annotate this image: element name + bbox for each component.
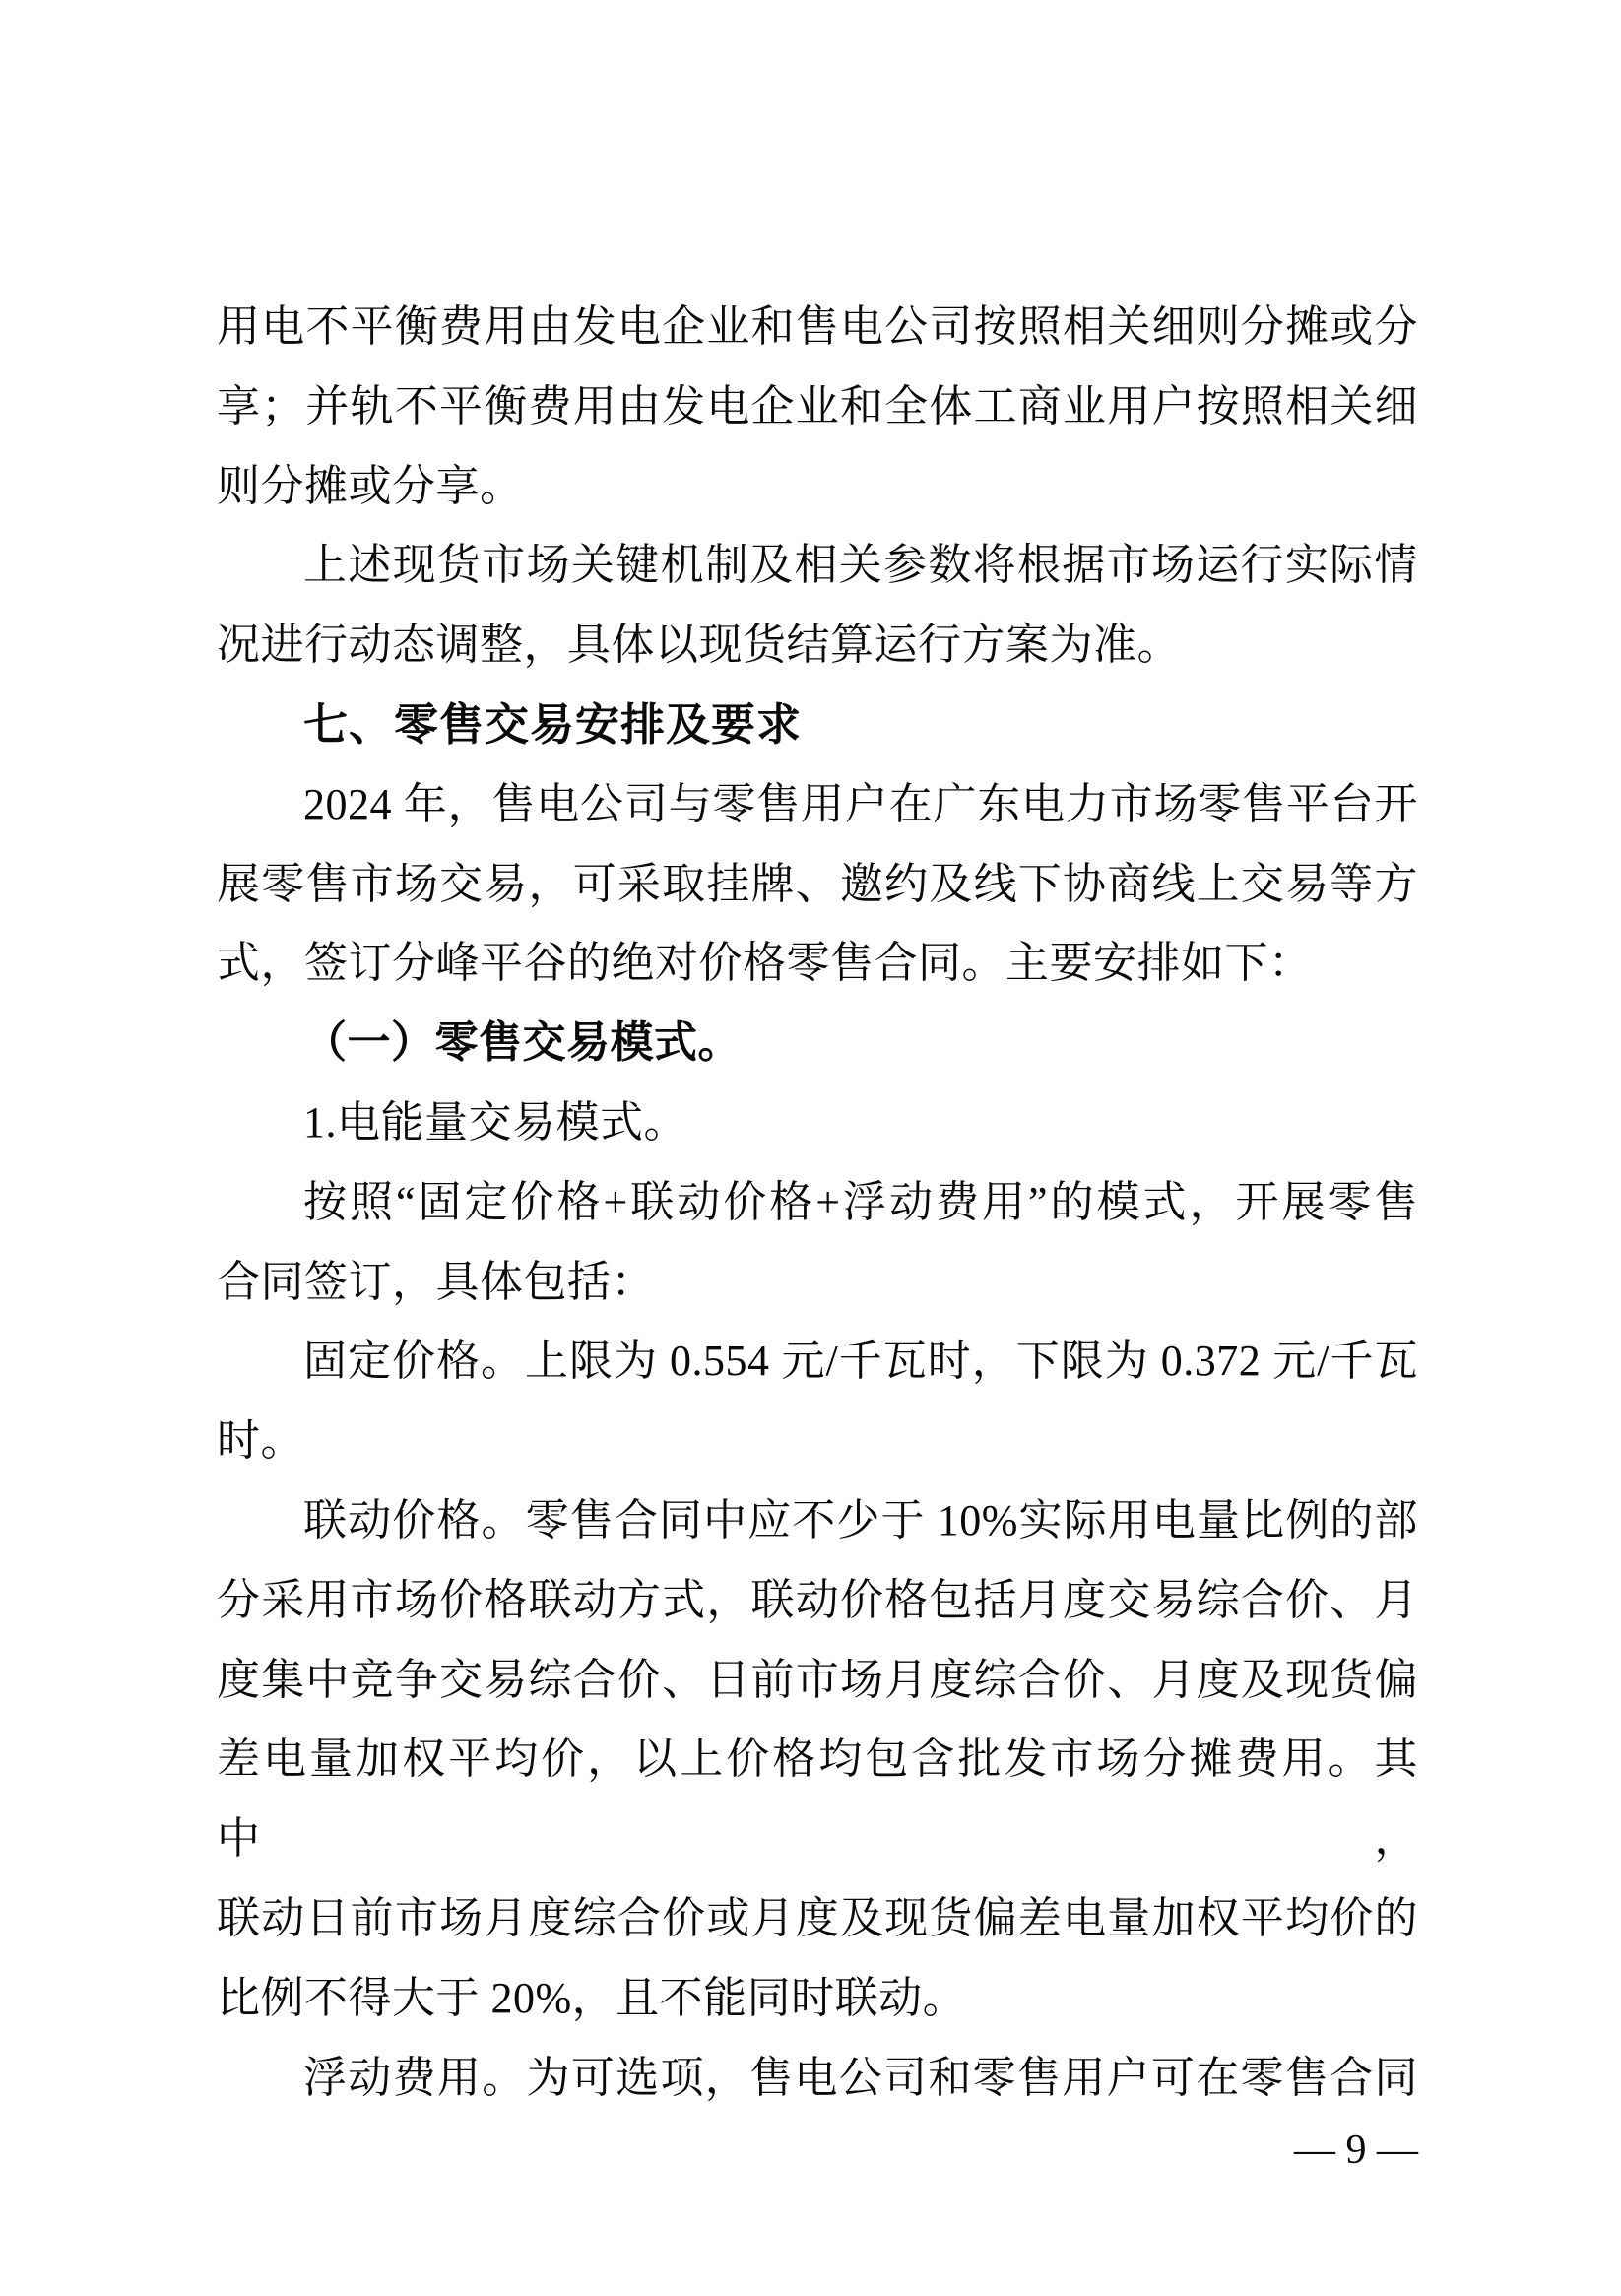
paragraph-10-line-1: 浮动费用。为可选项，售电公司和零售用户可在零售合同	[303, 2053, 1418, 2102]
paragraph-9-line-4: 差电量加权平均价，以上价格均包含批发市场分摊费用。其中，	[217, 1735, 1418, 1864]
document-body	[217, 288, 1418, 2118]
paragraph-1-line-2: 享；并轨不平衡费用由发电企业和全体工商业用户按照相关细	[217, 381, 1418, 430]
paragraph-7-line-2: 合同签订，具体包括：	[217, 1257, 655, 1306]
paragraph-9-line-6: 比例不得大于 20%，且不能同时联动。	[217, 1973, 967, 2022]
paragraph-2-line-1: 上述现货市场关键机制及相关参数将根据市场运行实际情	[303, 541, 1418, 590]
paragraph-4-line-2: 展零售市场交易，可采取挂牌、邀约及线下协商线上交易等方	[217, 859, 1418, 908]
paragraph-9-line-3: 度集中竞争交易综合价、日前市场月度综合价、月度及现货偏	[217, 1655, 1418, 1704]
section-heading: 七、零售交易安排及要求	[303, 698, 803, 750]
paragraph-4-line-3: 式，签订分峰平谷的绝对价格零售合同。主要安排如下：	[217, 939, 1313, 988]
page-number: — 9 —	[1294, 2128, 1418, 2173]
paragraph-2-line-2: 况进行动态调整，具体以现货结算运行方案为准。	[217, 621, 1181, 670]
paragraph-7-line-1: 按照“固定价格+联动价格+浮动费用”的模式，开展零售	[303, 1177, 1418, 1226]
paragraph-9-line-2: 分采用市场价格联动方式，联动价格包括月度交易综合价、月	[217, 1575, 1418, 1624]
paragraph-8-line-2: 时。	[217, 1416, 304, 1466]
list-item-heading: 1.电能量交易模式。	[303, 1097, 687, 1147]
paragraph-8-line-1: 固定价格。上限为 0.554 元/千瓦时，下限为 0.372 元/千瓦	[303, 1337, 1418, 1386]
subsection-heading: （一）零售交易模式。	[303, 1018, 742, 1068]
paragraph-9-line-1: 联动价格。零售合同中应不少于 10%实际用电量比例的部	[303, 1495, 1418, 1544]
paragraph-1-line-1: 用电不平衡费用由发电企业和售电公司按照相关细则分摊或分	[217, 302, 1418, 351]
paragraph-1-line-3: 则分摊或分享。	[217, 461, 524, 510]
paragraph-4-line-1: 2024 年，售电公司与零售用户在广东电力市场零售平台开	[303, 779, 1418, 828]
paragraph-9-line-5: 联动日前市场月度综合价或月度及现货偏差电量加权平均价的	[217, 1893, 1418, 1942]
